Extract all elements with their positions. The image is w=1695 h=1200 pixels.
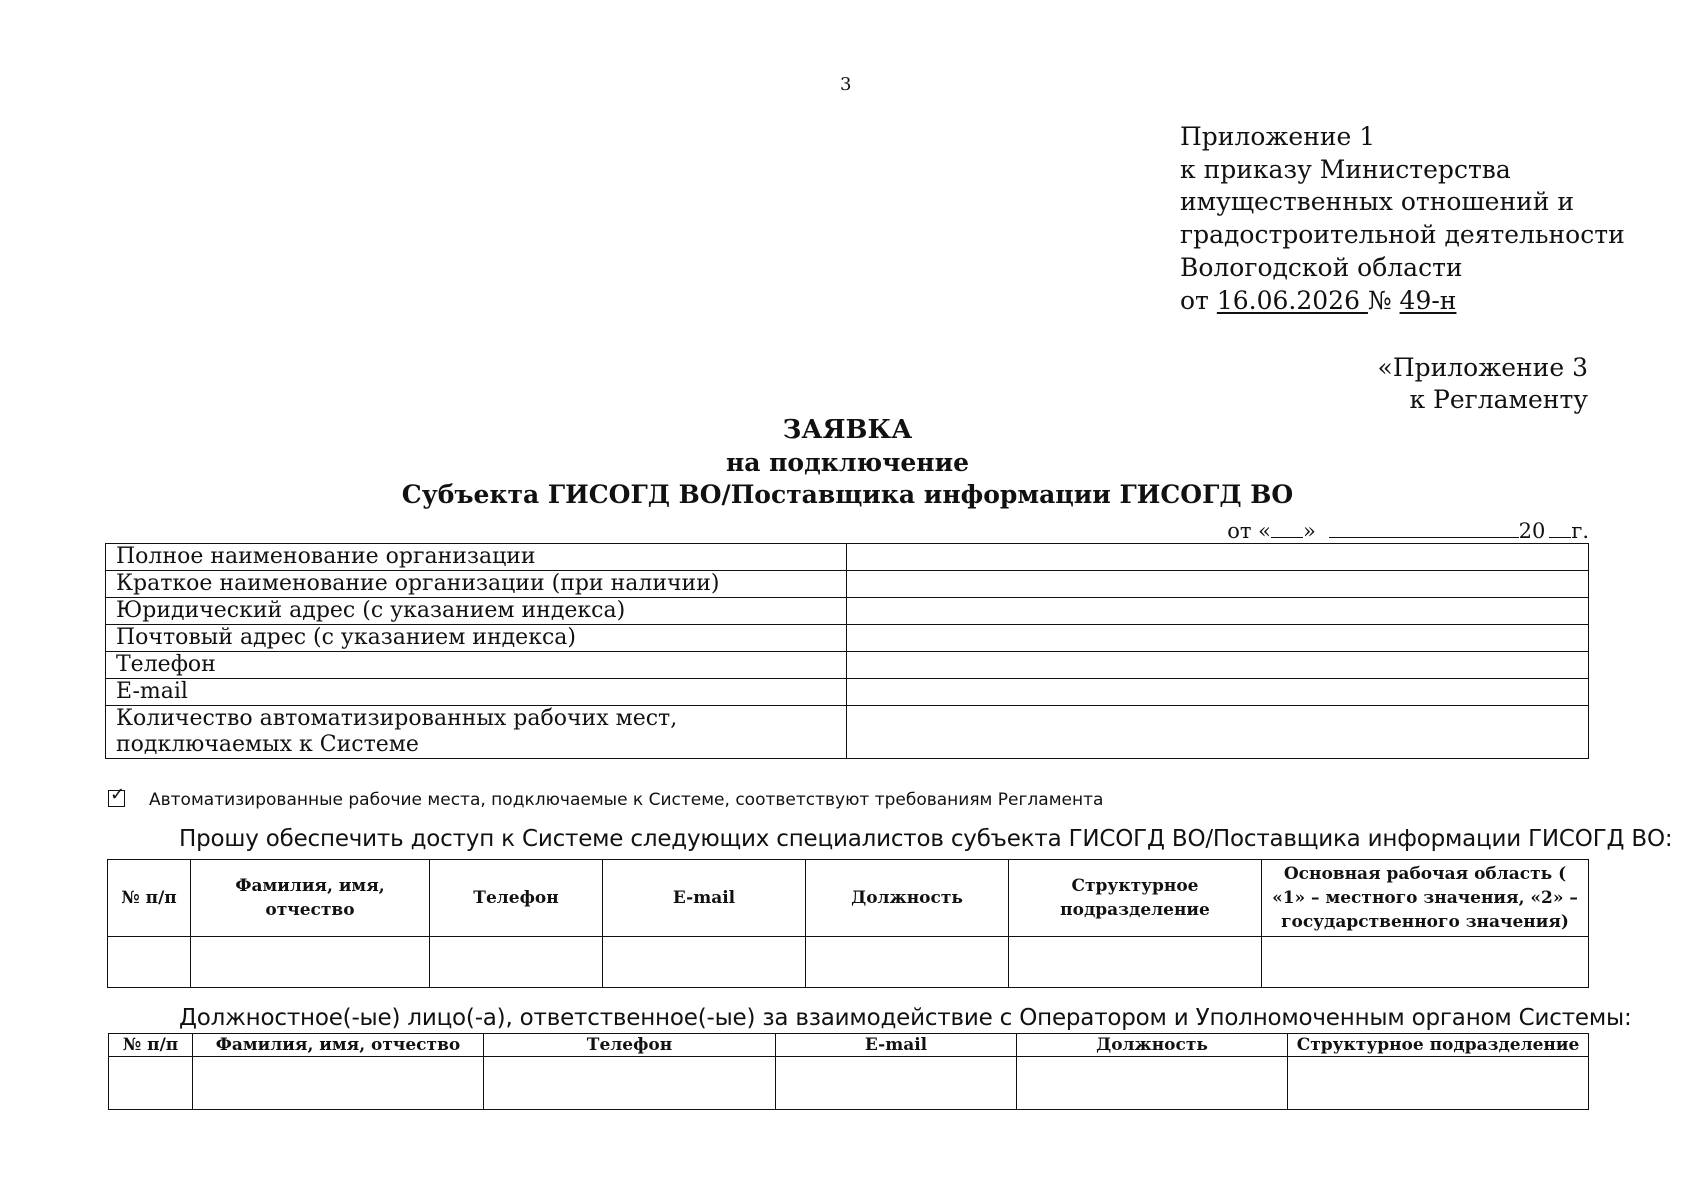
column-header: Структурное подразделение — [1288, 1034, 1589, 1057]
row-label: Юридический адрес (с указанием индекса) — [106, 598, 847, 625]
column-header: Фамилия, имя, отчество — [191, 860, 430, 937]
specialists-table — [107, 859, 1589, 988]
table-cell[interactable] — [1017, 1057, 1288, 1110]
column-header: Фамилия, имя, отчество — [193, 1034, 484, 1057]
table-row — [106, 625, 1589, 652]
value-cell[interactable] — [847, 544, 1589, 571]
annex-line: к Регламенту — [1409, 385, 1588, 414]
compliance-checkbox-row — [108, 790, 1103, 810]
table-cell[interactable] — [1288, 1057, 1589, 1110]
row-label: Телефон — [106, 652, 847, 679]
document-title — [0, 414, 1695, 512]
column-header: Телефон — [430, 860, 603, 937]
request-text: Прошу обеспечить доступ к Системе следующих специалистов субъекта ГИСОГД ВО/Поставщика информации ГИСОГД ВО: — [179, 826, 1673, 852]
table-cell[interactable] — [108, 937, 191, 988]
table-row — [106, 544, 1589, 571]
header-row — [109, 1034, 1589, 1057]
table-row — [106, 679, 1589, 706]
approval-line: к приказу Министерства — [1180, 154, 1511, 184]
annex-block — [1378, 352, 1588, 416]
value-cell[interactable] — [847, 625, 1589, 652]
column-header: Структурное подразделение — [1009, 860, 1262, 937]
table-row — [106, 652, 1589, 679]
value-cell[interactable] — [847, 571, 1589, 598]
table-cell[interactable] — [1262, 937, 1589, 988]
row-label: Полное наименование организации — [106, 544, 847, 571]
approval-line: имущественных отношений и — [1180, 187, 1575, 217]
column-header: Основная рабочая область ( «1» – местного значения, «2» – государственного значения) — [1262, 860, 1589, 937]
order-date: 16.06.2026 — [1216, 285, 1368, 315]
table-row — [108, 937, 1589, 988]
table-cell[interactable] — [1009, 937, 1262, 988]
date-prefix: от « — [1227, 519, 1272, 543]
year-prefix: 20 — [1518, 519, 1546, 543]
table-cell[interactable] — [484, 1057, 776, 1110]
page-number: 3 — [840, 74, 852, 95]
responsible-persons-table — [108, 1033, 1589, 1110]
checkbox-label: Автоматизированные рабочие места, подключаемые к Системе, соответствуют требованиям Регламента — [149, 790, 1104, 810]
title-line: на подключение — [725, 447, 970, 477]
table-row — [106, 571, 1589, 598]
table-cell[interactable] — [109, 1057, 193, 1110]
table-cell[interactable] — [430, 937, 603, 988]
column-header: Телефон — [484, 1034, 776, 1057]
column-header: № п/п — [109, 1034, 193, 1057]
table-cell[interactable] — [191, 937, 430, 988]
table-row — [106, 598, 1589, 625]
title-line: Субъекта ГИСОГД ВО/Поставщика информации ГИСОГД ВО — [401, 480, 1294, 509]
year-blank[interactable] — [1549, 519, 1571, 538]
row-label: Почтовый адрес (с указанием индекса) — [106, 625, 847, 652]
order-number: 49-н — [1399, 285, 1457, 315]
value-cell[interactable] — [847, 706, 1589, 759]
table-cell[interactable] — [603, 937, 806, 988]
number-prefix: № — [1367, 285, 1400, 315]
column-header: № п/п — [108, 860, 191, 937]
value-cell[interactable] — [847, 652, 1589, 679]
table-cell[interactable] — [806, 937, 1009, 988]
day-blank[interactable] — [1271, 519, 1303, 538]
column-header: E-mail — [603, 860, 806, 937]
header-row — [108, 860, 1589, 937]
organization-info-table — [105, 543, 1589, 759]
annex-line: «Приложение 3 — [1377, 353, 1588, 382]
approval-block — [1180, 121, 1625, 317]
value-cell[interactable] — [847, 598, 1589, 625]
approval-date-line — [1180, 285, 1625, 318]
date-field — [1227, 519, 1589, 543]
date-quote: » — [1303, 519, 1316, 543]
title-line: ЗАЯВКА — [782, 415, 913, 445]
row-label: Краткое наименование организации (при наличии) — [106, 571, 847, 598]
table-cell[interactable] — [193, 1057, 484, 1110]
checked-checkbox-icon[interactable] — [108, 790, 125, 807]
approval-line: градостроительной деятельности — [1180, 220, 1625, 250]
month-blank[interactable] — [1329, 519, 1519, 538]
column-header: E-mail — [776, 1034, 1017, 1057]
table-row — [109, 1057, 1589, 1110]
column-header: Должность — [1017, 1034, 1288, 1057]
year-suffix: г. — [1571, 519, 1589, 543]
approval-line: Приложение 1 — [1180, 122, 1376, 151]
row-label: Количество автоматизированных рабочих мест, подключаемых к Системе — [106, 706, 847, 759]
column-header: Должность — [806, 860, 1009, 937]
responsible-persons-text: Должностное(-ые) лицо(-а), ответственное(-ые) за взаимодействие с Оператором и Уполномоченным органом Системы: — [179, 1005, 1632, 1031]
date-prefix: от — [1180, 285, 1217, 315]
approval-line: Вологодской области — [1180, 252, 1463, 282]
table-row — [106, 706, 1589, 759]
value-cell[interactable] — [847, 679, 1589, 706]
table-cell[interactable] — [776, 1057, 1017, 1110]
row-label: E-mail — [106, 679, 847, 706]
